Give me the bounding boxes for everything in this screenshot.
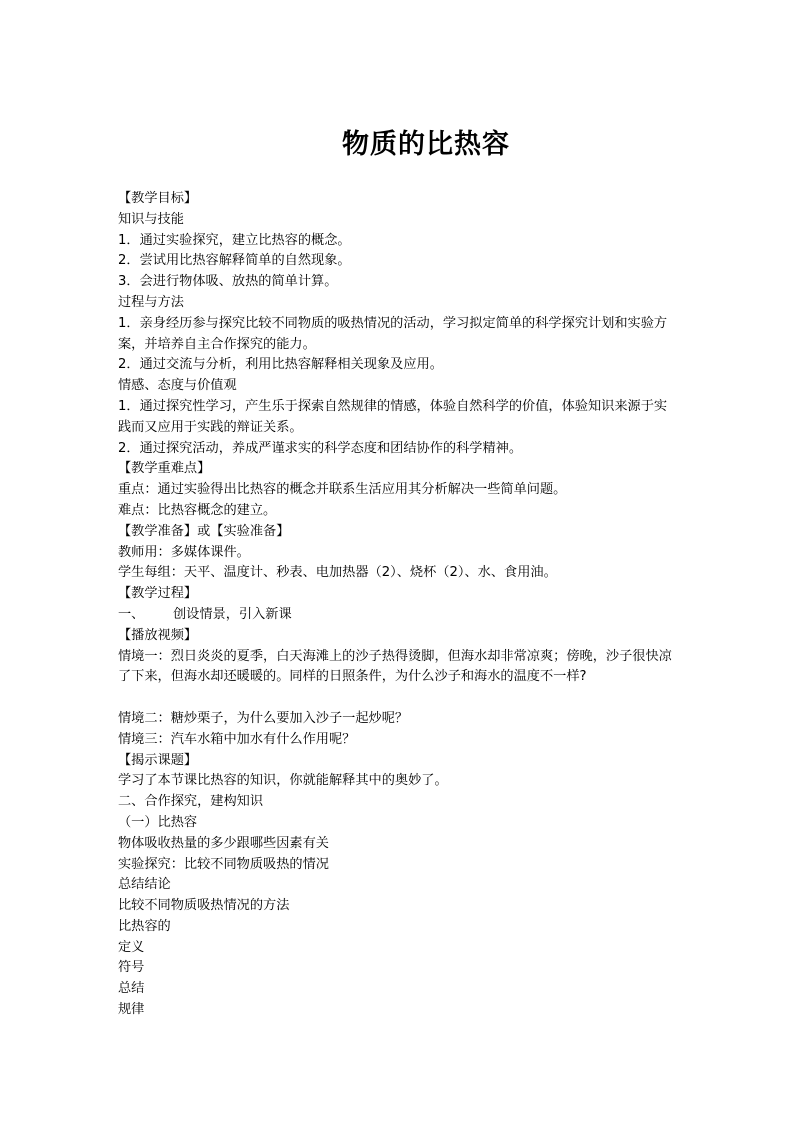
- scene-two: 情境二：糖炒栗子，为什么要加入沙子一起炒呢？: [118, 710, 409, 726]
- keypoint-difficult: 难点：比热容概念的建立。: [118, 502, 277, 518]
- process-section-heading: 【教学过程】: [118, 586, 198, 602]
- topic-heading: 【揭示课题】: [118, 752, 198, 768]
- outline-item: 规律: [118, 1002, 145, 1018]
- outline-item: 定义: [118, 939, 145, 955]
- process-item: 1．亲身经历参与探究比较不同物质的吸热情况的活动，学习拟定简单的科学探究计划和实验方案，并培养自主合作探究的能力。: [118, 315, 668, 352]
- blank-line: [118, 688, 680, 709]
- knowledge-item: 1．通过实验探究，建立比热容的概念。: [118, 232, 351, 248]
- keypoint-key: 重点：通过实验得出比热容的概念并联系生活应用其分析解决一些简单问题。: [118, 482, 567, 498]
- section-one-title: 创设情景，引入新课: [173, 606, 292, 622]
- process-item: 2．通过交流与分析，利用比热容解释相关现象及应用。: [118, 357, 443, 373]
- prep-heading: 【教学准备】或【实验准备】: [118, 523, 290, 539]
- knowledge-item: 3．会进行物体吸、放热的简单计算。: [118, 274, 338, 290]
- section-two-heading: 二、合作探究，建构知识: [118, 794, 264, 810]
- outline-item: 比热容的: [118, 918, 171, 934]
- outline-item: 实验探究：比较不同物质吸热的情况: [118, 856, 329, 872]
- knowledge-heading: 知识与技能: [118, 211, 184, 227]
- outline-item: 总结: [118, 981, 145, 997]
- section-one-number: 一、: [118, 606, 145, 622]
- subsection-heading: （一）比热容: [118, 814, 198, 830]
- video-heading: 【播放视频】: [118, 627, 198, 643]
- outline-item: 符号: [118, 960, 145, 976]
- knowledge-item: 2．尝试用比热容解释简单的自然现象。: [118, 253, 351, 269]
- keypoints-heading: 【教学重难点】: [118, 461, 211, 477]
- outline-item: 总结结论: [118, 877, 171, 893]
- section-one-heading: [118, 605, 680, 626]
- prep-teacher: 教师用：多媒体课件。: [118, 544, 250, 560]
- topic-text: 学习了本节课比热容的知识，你就能解释其中的奥妙了。: [118, 773, 448, 789]
- scene-three: 情境三：汽车水箱中加水有什么作用呢？: [118, 731, 356, 747]
- outline-item: 比较不同物质吸热情况的方法: [118, 898, 290, 914]
- attitude-item: 2．通过探究活动，养成严谨求实的科学态度和团结协作的科学精神。: [118, 440, 523, 456]
- document-body: [118, 189, 680, 1021]
- prep-students: 学生每组：天平、温度计、秒表、电加热器（2）、烧杯（2）、水、食用油。: [118, 565, 557, 581]
- process-heading: 过程与方法: [118, 294, 184, 310]
- goals-heading: 【教学目标】: [118, 191, 198, 206]
- outline-item: 物体吸收热量的多少跟哪些因素有关: [118, 835, 329, 851]
- page-title: 物质的比热容: [342, 129, 510, 160]
- attitude-heading: 情感、态度与价值观: [118, 378, 237, 394]
- scene-one: 情境一：烈日炎炎的夏季，白天海滩上的沙子热得烫脚，但海水却非常凉爽；傍晚，沙子很快凉了下来，但海水却还暖暖的。同样的日照条件，为什么沙子和海水的温度不一样?: [118, 648, 672, 685]
- attitude-item: 1．通过探究性学习，产生乐于探索自然规律的情感，体验自然科学的价值，体验知识来源于实践而又应用于实践的辩证关系。: [118, 398, 668, 435]
